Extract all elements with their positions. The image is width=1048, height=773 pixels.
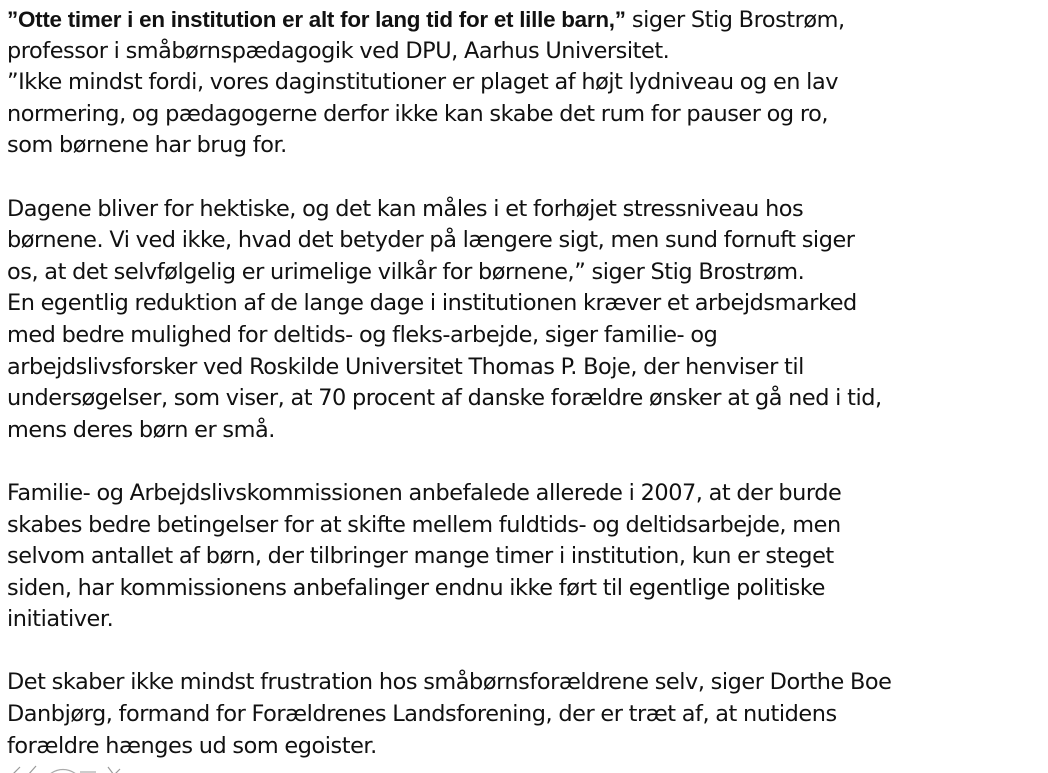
text-line: selvom antallet af børn, der tilbringer mange timer i institution, kun er steget [7, 543, 834, 570]
text-line: mens deres børn er små. [7, 416, 275, 443]
lead-attribution: siger Stig Brostrøm, [625, 7, 845, 33]
text-line: siden, har kommissionens anbefalinger endnu ikke ført til egentlige politiske [7, 574, 825, 601]
text-line: børnene. Vi ved ikke, hvad det betyder på længere sigt, men sund fornuft siger [7, 227, 855, 254]
text-line: arbejdslivsforsker ved Roskilde Universitet Thomas P. Boje, der henviser til [7, 353, 804, 380]
cut-off-text-fragment [10, 762, 130, 773]
text-line: En egentlig reduktion af de lange dage i institutionen kræver et arbejdsmarked [7, 290, 857, 317]
paragraph-spacer [7, 446, 1048, 478]
text-line: Danbjørg, formand for Forældrenes Landsforening, der er træt af, at nutidens [7, 701, 837, 728]
text-line: med bedre mulighed for deltids- og fleks-arbejde, siger familie- og [7, 321, 718, 348]
text-line: Familie- og Arbejdslivskommissionen anbefalede allerede i 2007, at der burde [7, 479, 842, 506]
paragraph-2 [7, 194, 1048, 447]
text-line: professor i småbørnspædagogik ved DPU, Aarhus Universitet. [7, 37, 670, 64]
text-line: Det skaber ikke mindst frustration hos småbørnsforældrene selv, siger Dorthe Boe [7, 669, 892, 696]
paragraph-spacer [7, 636, 1048, 668]
cut-off-text-glyphs [10, 764, 130, 773]
article-body [7, 4, 1048, 762]
paragraph-1-line-1 [7, 4, 1048, 36]
text-line: normering, og pædagogerne derfor ikke kan skabe det rum for pauser og ro, [7, 100, 829, 127]
text-line: forældre hænges ud som egoister. [7, 732, 377, 759]
lead-quote-bold: ”Otte timer i en institution er alt for lang tid for et lille barn,” [7, 7, 626, 32]
text-line: Dagene bliver for hektiske, og det kan måles i et forhøjet stressniveau hos [7, 195, 804, 222]
text-line: os, at det selvfølgelig er urimelige vilkår for børnene,” siger Stig Brostrøm. [7, 258, 805, 285]
text-line: ”Ikke mindst fordi, vores daginstitutioner er plaget af højt lydniveau og en lav [7, 69, 839, 96]
paragraph-3 [7, 478, 1048, 636]
paragraph-4 [7, 667, 1048, 762]
paragraph-1 [7, 4, 1048, 162]
text-line: undersøgelser, som viser, at 70 procent af danske forældre ønsker at gå ned i tid, [7, 385, 882, 412]
text-line: initiativer. [7, 606, 114, 633]
text-line: skabes bedre betingelser for at skifte mellem fuldtids- og deltidsarbejde, men [7, 511, 841, 538]
text-line: som børnene har brug for. [7, 132, 287, 159]
paragraph-spacer [7, 162, 1048, 194]
